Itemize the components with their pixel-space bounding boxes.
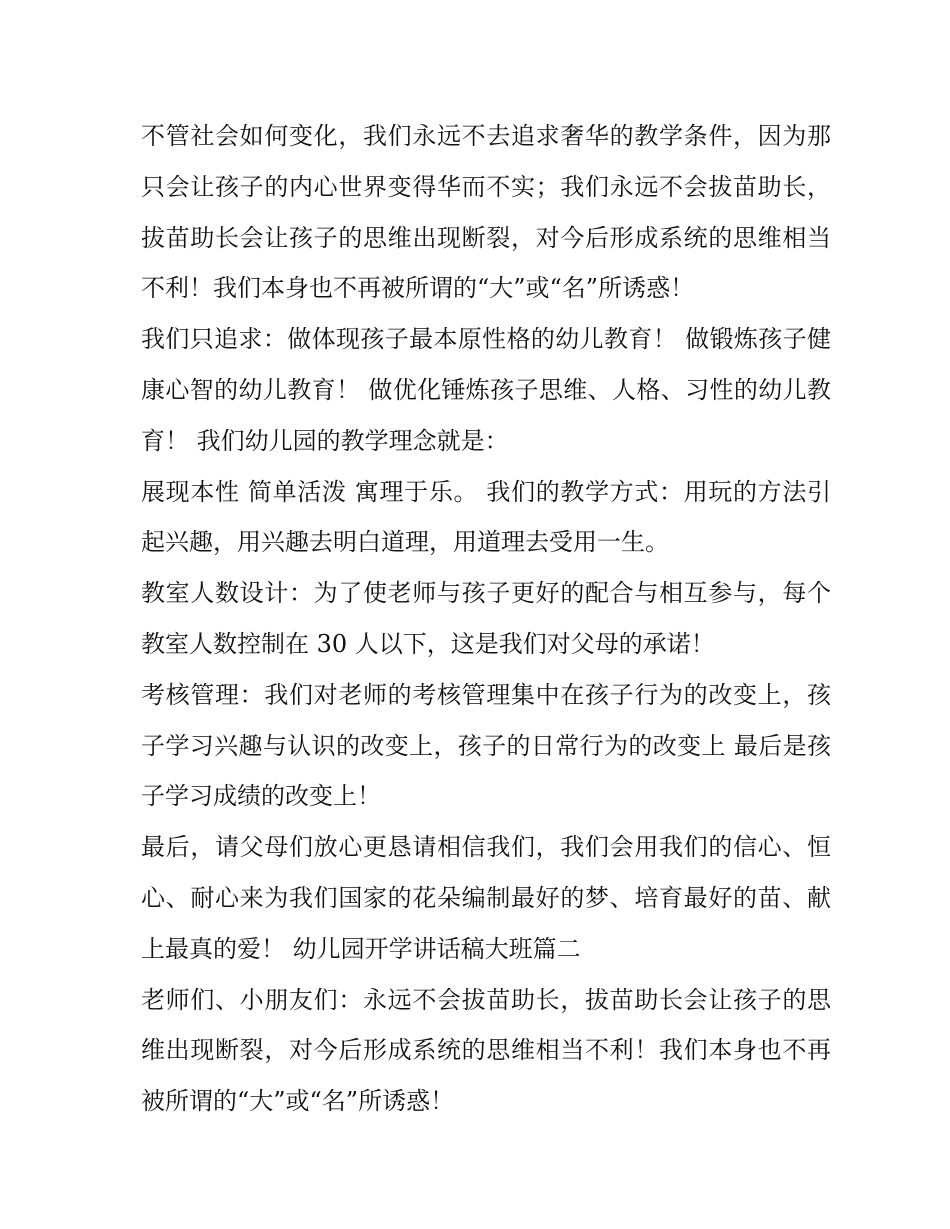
paragraph-pursuit: 我们只追求：做体现孩子最本原性格的幼儿教育！ 做锻炼孩子健康心智的幼儿教育！ 做优化锤炼孩子思维、人格、习性的幼儿教育！ 我们幼儿园的教学理念就是： [141, 325, 831, 455]
paragraph-classroom-size: 教室人数设计：为了使老师与孩子更好的配合与相互参与，每个教室人数控制在 30 人以下，这是我们对父母的承诺！ [141, 579, 831, 658]
paragraph-intro: 不管社会如何变化，我们永远不去追求奢华的教学条件，因为那只会让孩子的内心世界变得华而不实；我们永远不会拔苗助长，拔苗助长会让孩子的思维出现断裂，对今后形成系统的思维相当不利！我们本身也不再被所谓的“大”或“名”所诱惑！ [141, 122, 831, 303]
paragraph-teaching-method: 展现本性 简单活泼 寓理于乐。 我们的教学方式：用玩的方法引起兴趣，用兴趣去明白道理，用道理去受用一生。 [141, 477, 831, 557]
paragraph-closing: 最后，请父母们放心更恳请相信我们，我们会用我们的信心、恒心、耐心来为我们国家的花朵编制最好的梦、培育最好的苗、献上最真的爱！ 幼儿园开学讲话稿大班篇二 [141, 833, 831, 963]
paragraph-part-two: 老师们、小朋友们：永远不会拔苗助长，拔苗助长会让孩子的思维出现断裂，对今后形成系统的思维相当不利！我们本身也不再被所谓的“大”或“名”所诱惑！ [141, 985, 831, 1116]
paragraph-assessment: 考核管理：我们对老师的考核管理集中在孩子行为的改变上，孩子学习兴趣与认识的改变上，孩子的日常行为的改变上 最后是孩子学习成绩的改变上！ [141, 680, 831, 811]
document-body [141, 111, 831, 1127]
